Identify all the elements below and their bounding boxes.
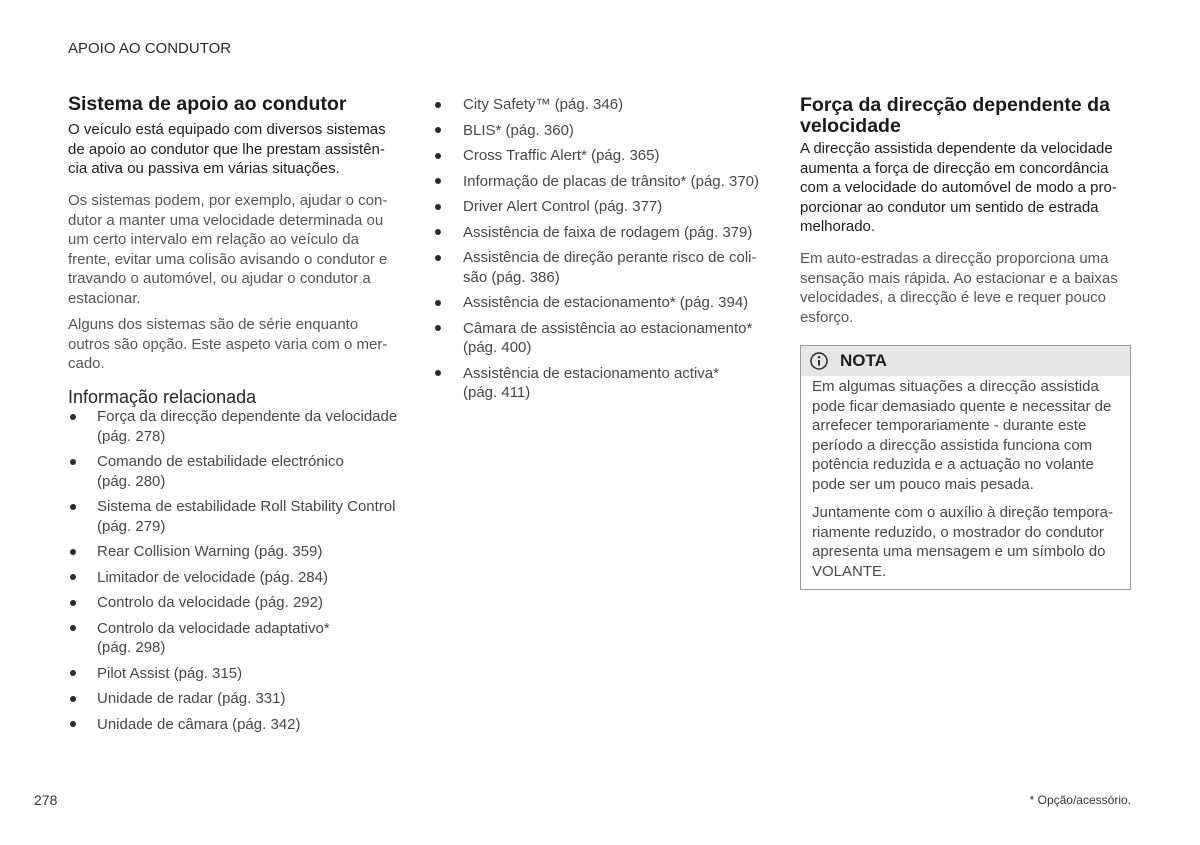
info-icon — [810, 352, 828, 370]
intro-paragraph: A direcção assistida dependente da velocidade aumenta a força de direcção em concordância com a velocidade do automóvel de modo a pro- porcionar ao condutor um sentido de estrada melhorado. — [800, 140, 1117, 235]
related-link[interactable]: Assistência de estacionamento activa* (pág. 411) — [433, 364, 759, 403]
related-link[interactable]: Rear Collision Warning (pág. 359) — [68, 542, 397, 562]
related-info-list-continued — [433, 95, 759, 409]
related-link[interactable]: Sistema de estabilidade Roll Stability Control (pág. 279) — [68, 497, 397, 536]
note-box — [800, 345, 1131, 590]
related-link[interactable]: Pilot Assist (pág. 315) — [68, 664, 397, 684]
related-link[interactable]: Comando de estabilidade electrónico (pág. 280) — [68, 452, 397, 491]
related-link[interactable]: Força da direcção dependente da velocidade (pág. 278) — [68, 407, 397, 446]
intro-paragraph: O veículo está equipado com diversos sistemas de apoio ao condutor que lhe prestam assistên- cia ativa ou passiva em várias situações. — [68, 121, 386, 177]
body-paragraph: Os sistemas podem, por exemplo, ajudar o con- dutor a manter uma velocidade determinada ou um certo intervalo em relação ao veículo da frente, evitar uma colisão avisando o condutor e travando o automóvel, ou ajudar o condutor a estacionar. — [68, 192, 388, 307]
related-link[interactable]: Controlo da velocidade (pág. 292) — [68, 593, 397, 613]
related-link[interactable]: Limitador de velocidade (pág. 284) — [68, 568, 397, 588]
related-link[interactable]: City Safety™ (pág. 346) — [433, 95, 759, 115]
note-paragraph: Em algumas situações a direcção assistida pode ficar demasiado quente e necessitar de arrefecer temporariamente - durante este período a direcção assistida funciona com potência reduzida e a actuação no volante pode ser um pouco mais pesada. — [812, 378, 1112, 493]
related-info-list — [68, 407, 397, 740]
related-link[interactable]: Unidade de câmara (pág. 342) — [68, 715, 397, 735]
related-link[interactable]: BLIS* (pág. 360) — [433, 121, 759, 141]
related-link[interactable]: Câmara de assistência ao estacionamento* (pág. 400) — [433, 319, 759, 358]
related-link[interactable]: Assistência de estacionamento* (pág. 394) — [433, 293, 759, 313]
related-link[interactable]: Driver Alert Control (pág. 377) — [433, 197, 759, 217]
note-paragraph: Juntamente com o auxílio à direção tempora- riamente reduzido, o mostrador do condutor apresenta uma mensagem e um símbolo do VOLANTE. — [812, 504, 1113, 580]
page-number: 278 — [34, 792, 58, 808]
body-paragraph: Em auto-estradas a direcção proporciona uma sensação mais rápida. Ao estacionar e a baixas velocidades, a direcção é leve e requer pouco esforço. — [800, 250, 1118, 326]
related-link[interactable]: Unidade de radar (pág. 331) — [68, 689, 397, 709]
related-link[interactable]: Assistência de direção perante risco de coli- são (pág. 386) — [433, 248, 759, 287]
note-header — [801, 346, 1130, 376]
running-header: APOIO AO CONDUTOR — [68, 40, 232, 57]
section-title: Força da direcção dependente da velocidade — [800, 93, 1110, 137]
related-link[interactable]: Assistência de faixa de rodagem (pág. 379) — [433, 223, 759, 243]
footnote: * Opção/acessório. — [1029, 793, 1131, 807]
related-link[interactable]: Controlo da velocidade adaptativo* (pág. 298) — [68, 619, 397, 658]
related-info-heading: Informação relacionada — [68, 387, 257, 407]
body-paragraph: Alguns dos sistemas são de série enquanto outros são opção. Este aspeto varia com o mer- cado. — [68, 316, 388, 372]
related-link[interactable]: Informação de placas de trânsito* (pág. 370) — [433, 172, 759, 192]
note-label: NOTA — [840, 351, 887, 370]
related-link[interactable]: Cross Traffic Alert* (pág. 365) — [433, 146, 759, 166]
section-title: Sistema de apoio ao condutor — [68, 93, 347, 115]
